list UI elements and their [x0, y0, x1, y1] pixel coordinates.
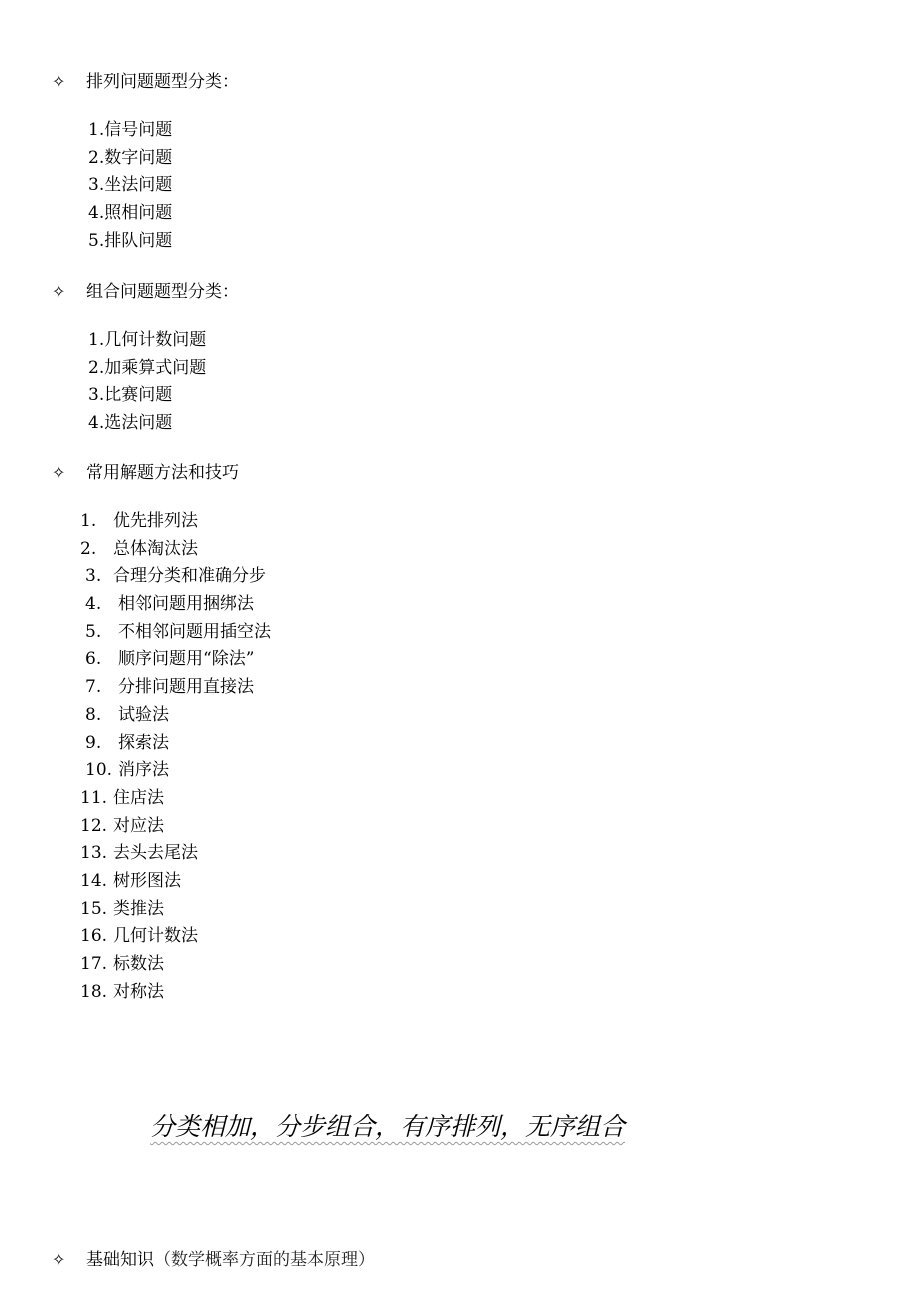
- item-number: 7.: [85, 677, 102, 698]
- item-number: 2.: [88, 147, 105, 168]
- list-item: [88, 145, 172, 173]
- list-item: [80, 730, 271, 758]
- item-number: 13.: [80, 843, 108, 864]
- list-item: [80, 536, 271, 564]
- section-title: 排列问题题型分类：: [86, 72, 239, 92]
- item-number: 1.: [80, 511, 97, 531]
- list-item: [80, 813, 271, 841]
- list-item: [80, 619, 271, 647]
- item-number: 4.: [88, 203, 105, 224]
- list-item: [80, 785, 271, 813]
- item-number: 11.: [80, 787, 108, 808]
- item-text: 信号问题: [104, 120, 173, 140]
- item-text: 探索法: [118, 732, 169, 753]
- section-heading-basics: [52, 1248, 375, 1272]
- item-number: 15.: [80, 898, 108, 919]
- list-item: [80, 563, 271, 591]
- method-list: [80, 508, 271, 1006]
- list-item: [80, 923, 271, 951]
- item-number: 2.: [88, 357, 105, 378]
- item-text: 树形图法: [113, 870, 181, 891]
- item-number: 16.: [80, 926, 108, 947]
- item-text: 消序法: [118, 760, 169, 781]
- section-subtitle: （数学概率方面的基本原理）: [154, 1250, 375, 1270]
- item-text: 选法问题: [104, 413, 173, 434]
- diamond-bullet-icon: ✧: [52, 463, 66, 482]
- section-heading-methods: [52, 461, 239, 485]
- item-number: 8.: [85, 704, 102, 725]
- item-number: 3.: [88, 385, 105, 406]
- item-text: 对应法: [113, 815, 164, 836]
- item-number: 14.: [80, 870, 108, 891]
- list-item: [80, 702, 271, 730]
- combination-type-list: [88, 327, 206, 438]
- item-number: 4.: [85, 594, 102, 615]
- list-item: [80, 979, 271, 1007]
- item-text: 几何计数法: [113, 926, 198, 947]
- list-item: [80, 591, 271, 619]
- item-number: 10.: [85, 760, 113, 781]
- list-item: [88, 200, 172, 228]
- item-number: 1.: [88, 330, 105, 350]
- motto-text: 分类相加，分步组合，有序排列，无序组合: [150, 1112, 626, 1141]
- list-item: [80, 674, 271, 702]
- diamond-bullet-icon: ✧: [52, 72, 66, 91]
- section-title: 组合问题题型分类：: [86, 282, 239, 302]
- list-item: [80, 951, 271, 979]
- list-item: [88, 117, 172, 145]
- item-text: 几何计数问题: [104, 330, 207, 350]
- list-item: [88, 410, 206, 438]
- item-number: 5.: [88, 230, 105, 251]
- list-item: [88, 327, 206, 355]
- item-number: 18.: [80, 981, 108, 1002]
- item-text: 照相问题: [104, 203, 173, 224]
- list-item: [80, 508, 271, 536]
- item-number: 17.: [80, 954, 108, 974]
- item-text: 对称法: [113, 981, 164, 1002]
- list-item: [80, 868, 271, 896]
- diamond-bullet-icon: ✧: [52, 1250, 66, 1269]
- list-item: [80, 757, 271, 785]
- item-text: 试验法: [118, 704, 169, 725]
- item-text: 顺序问题用“除法”: [118, 649, 255, 670]
- permutation-type-list: [88, 117, 172, 255]
- item-text: 分排问题用直接法: [118, 677, 254, 698]
- list-item: [88, 382, 206, 410]
- list-item: [88, 172, 172, 200]
- item-number: 12.: [80, 815, 108, 836]
- item-text: 住店法: [113, 787, 164, 808]
- item-text: 优先排列法: [113, 511, 198, 531]
- item-text: 合理分类和准确分步: [113, 566, 266, 587]
- item-number: 4.: [88, 413, 105, 434]
- item-text: 数字问题: [104, 147, 173, 168]
- item-text: 类推法: [113, 898, 164, 919]
- section-heading-combination: [52, 280, 239, 304]
- item-text: 比赛问题: [104, 385, 173, 406]
- list-item: [88, 355, 206, 383]
- item-text: 排队问题: [104, 230, 173, 251]
- item-number: 3.: [88, 175, 105, 196]
- list-item: [80, 840, 271, 868]
- item-text: 标数法: [113, 954, 164, 974]
- section-heading-permutation: [52, 70, 239, 94]
- item-text: 坐法问题: [104, 175, 173, 196]
- item-text: 总体淘汰法: [113, 538, 198, 559]
- section-title: 基础知识: [86, 1250, 154, 1270]
- list-item: [80, 646, 271, 674]
- item-text: 相邻问题用捆绑法: [118, 594, 254, 615]
- item-number: 1.: [88, 120, 105, 140]
- section-title: 常用解题方法和技巧: [86, 463, 239, 483]
- item-text: 加乘算式问题: [104, 357, 207, 378]
- list-item: [88, 228, 172, 256]
- item-text: 去头去尾法: [113, 843, 198, 864]
- item-number: 6.: [85, 649, 102, 670]
- item-number: 9.: [85, 732, 102, 753]
- list-item: [80, 896, 271, 924]
- item-number: 5.: [85, 621, 102, 642]
- item-number: 2.: [80, 538, 97, 559]
- diamond-bullet-icon: ✧: [52, 282, 66, 301]
- item-number: 3.: [85, 566, 102, 587]
- item-text: 不相邻问题用插空法: [118, 621, 271, 642]
